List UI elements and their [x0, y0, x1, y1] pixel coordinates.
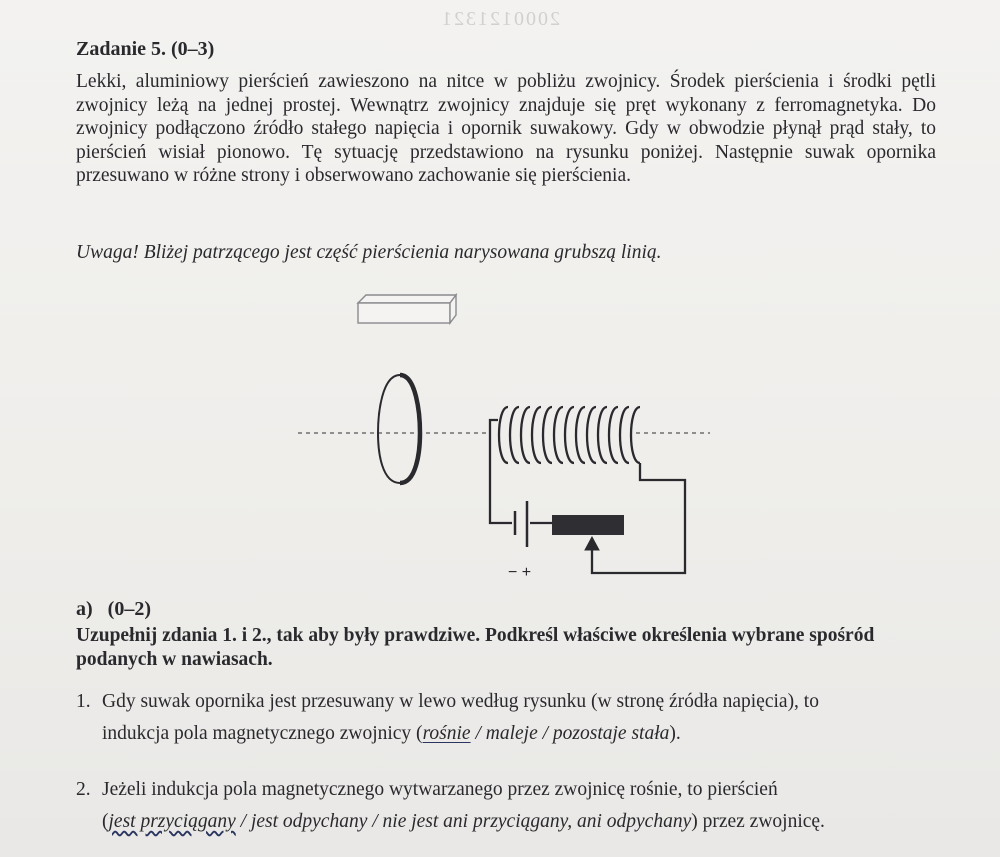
battery-polarity: − +: [508, 564, 532, 581]
sentence-1-text-before: indukcja pola magnetycznego zwojnicy (: [102, 723, 423, 744]
sentence-2-option-jest-przyciagany[interactable]: jest przyciągany: [108, 811, 236, 832]
sentence-1-option-pozostaje-stala[interactable]: pozostaje stała: [552, 723, 670, 744]
sentence-1-option-rosnie[interactable]: rośnie: [422, 723, 471, 744]
ferromagnetic-rod: [358, 295, 456, 323]
task-note: Uwaga! Bliżej patrzącego jest część pierścienia narysowana grubszą linią.: [76, 242, 662, 263]
sentence-1-number: 1.: [76, 691, 91, 712]
sentence-2-number: 2.: [76, 779, 91, 800]
rheostat: [552, 515, 624, 535]
rheostat-slider: [585, 537, 599, 550]
sentence-1-text-start: Gdy suwak opornika jest przesuwany w lewo według rysunku (w stronę źródła napięcia), to: [102, 691, 819, 712]
part-a-label: a) (0–2): [76, 598, 151, 620]
sentence-1-option-maleje[interactable]: maleje: [485, 723, 538, 744]
sentence-2-text-start: Jeżeli indukcja pola magnetycznego wytwarzanego przez zwojnicę rośnie, to pierścień: [102, 779, 778, 800]
circuit-figure: [290, 285, 720, 595]
battery: [515, 501, 527, 547]
task-description: Lekki, aluminiowy pierścień zawieszono na nitce w pobliżu zwojnicy. Środek pierścienia i środki pętli zwojnicy leżą na jednej prostej. Wewnątrz zwojnicy znajduje się pręt wykonany z ferromagnetyka. Do zwojnicy podłączono źródło stałego napięcia i opornik suwakowy. Gdy w obwodzie płynął prąd stały, to pierścień wisiał pionowo. Tę sytuację przedstawiono na rysunku poniżej. Następnie suwak opornika przesuwano w różne strony i obserwowano zachowanie się pierścienia.: [76, 71, 936, 186]
bleed-through-text: 2000121321: [440, 8, 560, 30]
separator: /: [367, 811, 383, 832]
separator: /: [537, 723, 553, 744]
sentence-2: [76, 774, 946, 838]
sentence-1: [76, 686, 946, 750]
sentence-1-text-end: ).: [669, 723, 681, 744]
sentence-2-option-nie-jest[interactable]: nie jest ani przyciągany, ani odpychany: [382, 811, 692, 832]
sentence-2-text-end: ) przez zwojnicę.: [691, 811, 825, 832]
part-a-instruction: Uzupełnij zdania 1. i 2., tak aby były prawdziwe. Podkreśl właściwe określenia wybrane spośród podanych w nawiasach.: [76, 625, 875, 670]
sentence-2-option-jest-odpychany[interactable]: jest odpychany: [250, 811, 368, 832]
solenoid-coil: [499, 407, 640, 463]
aluminium-ring: [378, 375, 420, 483]
separator: /: [470, 723, 486, 744]
task-title: Zadanie 5. (0–3): [76, 38, 215, 60]
separator: /: [235, 811, 251, 832]
sentence-2-open-paren: (: [102, 811, 109, 832]
